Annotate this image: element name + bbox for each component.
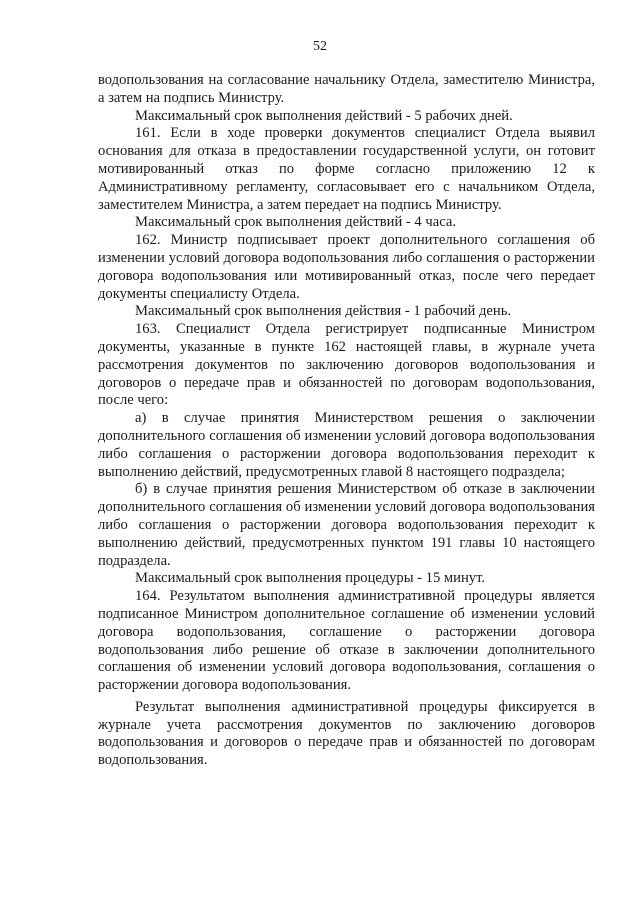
paragraph-max-time-1-day: Максимальный срок выполнения действия - 1 рабочий день.	[135, 303, 512, 320]
paragraph-result-fixation: Результат выполнения административной процедуры фиксируется в журнале учета рассмотрения документов по заключению договоров водопользования и договоров о передаче прав и обязанностей по договорам водопользования.	[98, 698, 595, 769]
paragraph-161: 161. Если в ходе проверки документов специалист Отдела выявил основания для отказа в предоставлении государственной услуги, он готовит мотивированный отказ по форме согласно приложению 12 к Административному регламенту, согласовывает его с начальником Отдела, заместителем Министра, а затем передает на подпись Министру.	[98, 125, 595, 213]
paragraph-max-time-15-min: Максимальный срок выполнения процедуры - 15 минут.	[135, 570, 485, 587]
page-number: 52	[313, 39, 327, 54]
paragraph-max-time-5-days: Максимальный срок выполнения действий - 5 рабочих дней.	[135, 107, 513, 124]
paragraph-164: 164. Результатом выполнения административной процедуры является подписанное Министром дополнительное соглашение об изменении условий договора водопользования, соглашение о расторжении договора водопользования либо решение об отказе в заключении дополнительного соглашения об изменении условий договора водопользования, соглашения о расторжении договора водопользования.	[98, 588, 595, 694]
paragraph-continuation: водопользования на согласование начальнику Отдела, заместителю Министра, а затем на подпись Министру.	[98, 72, 595, 106]
paragraph-163-b: б) в случае принятия решения Министерством об отказе в заключении дополнительного соглашения об изменении условий договора водопользования либо соглашения о расторжении договора водопользования переходит к выполнению действий, предусмотренных пунктом 191 главы 10 настоящего подраздела.	[98, 481, 595, 569]
body-text	[98, 72, 595, 770]
paragraph-max-time-4-hours: Максимальный срок выполнения действий - 4 часа.	[135, 214, 456, 231]
paragraph-162: 162. Министр подписывает проект дополнительного соглашения об изменении условий договора водопользования либо соглашения о расторжении договора водопользования или мотивированный отказ, после чего передает документы специалисту Отдела.	[98, 232, 595, 302]
paragraph-163-a: а) в случае принятия Министерством решения о заключении дополнительного соглашения об изменении условий договора водопользования либо соглашения о расторжении договора водопользования переходит к выполнению действий, предусмотренных главой 8 настоящего подраздела;	[98, 410, 595, 480]
paragraph-163: 163. Специалист Отдела регистрирует подписанные Министром документы, указанные в пункте 162 настоящей главы, в журнале учета рассмотрения документов по заключению договоров водопользования и договоров о передаче прав и обязанностей по договорам водопользования, после чего:	[98, 321, 595, 409]
